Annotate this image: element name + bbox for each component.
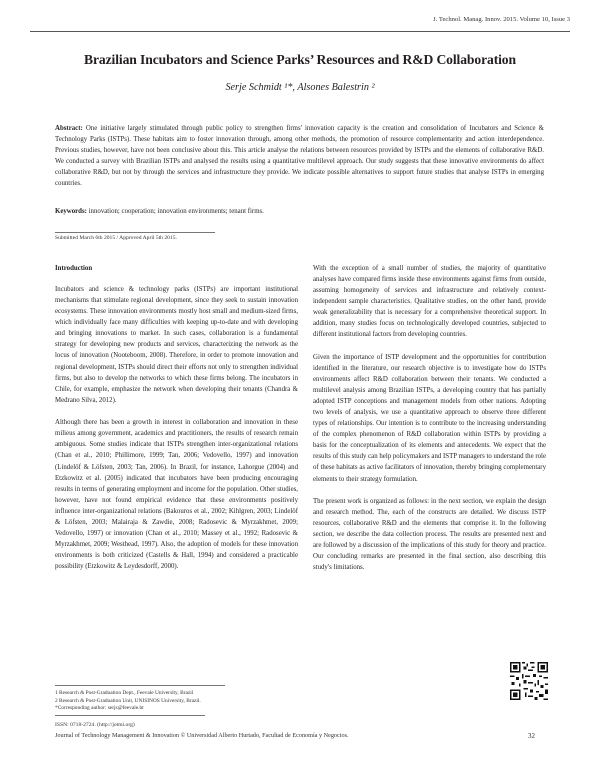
paragraph: With the exception of a small number of studies, the majority of quantitative analyses have compared firms inside these environments against firms from outside, assuming homogeneity of services and infrastructure and relatively context-independent sample characteristics. Qualitative studies, on the other hand, provide weak generalizability that is necessary for a comprehensive theoretical support. In addition, many studies focus on technologically developed countries, subjected to different institutional factors from developing countries. [313,265,546,339]
paragraph: Incubators and science & technology parks (ISTPs) are important institutional mechanisms that stimulate regional development, since they seek to sustain innovation ecosystems. These innovation environments mostly host small and medium-sized firms, which individually face many difficulties with keeping up-to-date and with developing and bringing innovations to market. In such cases, collaboration is a fundamental strategy for developing new products and services, characterizing the network as the locus of innovation (Nooteboom, 2008). Therefore, in order to promote innovation and regional development, ISTPs should direct their efforts not only to strengthen individual firms, but also to develop the networks to which these firms belong. The incubators in Chile, for example, emphasize the network when developing their tenants (Chandra & Medrano Silva, 2012). [55,286,298,404]
journal-header: J. Technol. Manag. Innov. 2015. Volume 10, Issue 3 [433,16,570,23]
footnote: 2 Research & Post-Graduation Unit, UNISINOS University, Brazil. [55,697,201,704]
paragraph: The present work is organized as follows: in the next section, we explain the design and research method. The, each of the constructs are detailed. We discuss ISTP resources, collaborative R&D and the elements that comprise it. In the following section, we describe the data collection process. The results are presented next and are followed by a discussion of the implications of this study for theory and practice. Our concluding remarks are presented in the final section, also describing this study's limitations. [313,497,546,572]
dates-divider [55,232,215,233]
article-authors: Serje Schmidt ¹*, Alsones Balestrin ² [225,82,375,93]
keywords [55,208,544,215]
page-number: 32 [528,732,535,740]
footer-journal-line: Journal of Technology Management & Innovation © Universidad Alberto Hurtado, Facultad de Economía y Negocios. [55,732,349,739]
paragraph: Given the importance of ISTP development and the opportunities for contribution identified in the literature, our research objective is to investigate how do ISTPs environments affect R&D collaboration between their tenants. We conducted a multilevel analysis among Brazilian ISTPs, a developing country that has partially adopted ISTP conceptions and management models from other nations. Adopting two levels of analysis, we use a quantitative approach to observe three different types of relationships. Our intention is to contribute to the increasing understanding of the complex phenomenon of R&D collaboration within ISTPs by providing a basis for the conceptualization of its elements and antecedents. We expect that the results of this study can help policymakers and ISTP managers to understand the role of these habitats as active facilitators of innovation, thereby bringing complementary elements to their strategy formulation. [313,353,546,483]
footer-issn: ISSN: 0718-2724. (http://jotmi.org) [55,722,135,728]
abstract-label: Abstract: [55,125,83,132]
left-column [55,263,298,572]
footnote: 1 Research & Post-Graduation Dept., Feevale University, Brazil [55,690,194,696]
article-title: Brazilian Incubators and Science Parks’ Resources and R&D Collaboration [84,52,516,67]
footnote: *Corresponding author: serjs@feevale.br [55,705,144,712]
header-divider [30,31,570,32]
paragraph: Although there has been a growth in interest in collaboration and innovation in these milieus among government, academics and practitioners, the results of research remain ambiguous. Some studies indicate that ISTPs strengthen inter-organizational relations (Chan et al., 2010; Phillimore, 1999; Tan, 2006; Vedovello, 1997) and innovation (Lindelöf & Löfsten, 2003; Tan, 2006). In Brazil, for instance, Lahorgue (2004) and Etzkowitz et al. (2005) indicated that incubators have been producing encouraging results in terms of generating employment and income for the population. Other studies, however, have not found empirical evidence that these environments positively influence inter-organizational relations (Bakouros et al., 2002; Kihlgren, 2003; Lindelöf & Löfsten, 2003; Malairaja & Zawdie, 2008; Radosevic & Myrzakhmet, 2009; Vedovello, 1997) or innovation (Chan et al., 2010; Massey et al., 1992; Radosevic & Myrzakhmet, 2009; Westhead, 1997). Also, the adoption of models for these innovation environments is both criticized (Castells & Hall, 1994) and considered a practicable possibility (Etzkowitz & Leydesdorff, 2000). [55,419,298,571]
keywords-text: innovation; cooperation; innovation environments; tenant firms. [86,208,264,215]
footnote-divider [55,685,225,686]
footnotes [55,690,201,713]
submission-dates: Submitted March 6th 2015 / Approved April 5th 2015. [55,235,177,241]
keywords-label: Keywords: [55,208,87,215]
abstract [55,124,544,189]
footer-divider [55,715,205,716]
abstract-text: One initiative largely stimulated through public policy to strengthen firms' innovation capacity is the creation and consolidation of Incubators and Science & Technology Parks (ISTPs). These habitats aim to foster innovation through, among other methods, the promotion of resource complementarity and action interdependence. Previous studies, however, have not been conclusive about this. This article analyse the relations between resources provided by ISTPs and the elements of collaborative R&D. We conducted a survey with Brazilian ISTPs and analysed the results using a quantitative multilevel approach. Our study suggests that these innovative environments do affect collaborative R&D, but not by through the services and infrastructure they provide. We indicate possible alternatives to support future studies that analyse ISTPs in emerging countries. [55,125,544,187]
section-heading-introduction: Introduction [55,265,93,272]
qr-code-icon [510,662,548,700]
right-column [313,263,546,573]
